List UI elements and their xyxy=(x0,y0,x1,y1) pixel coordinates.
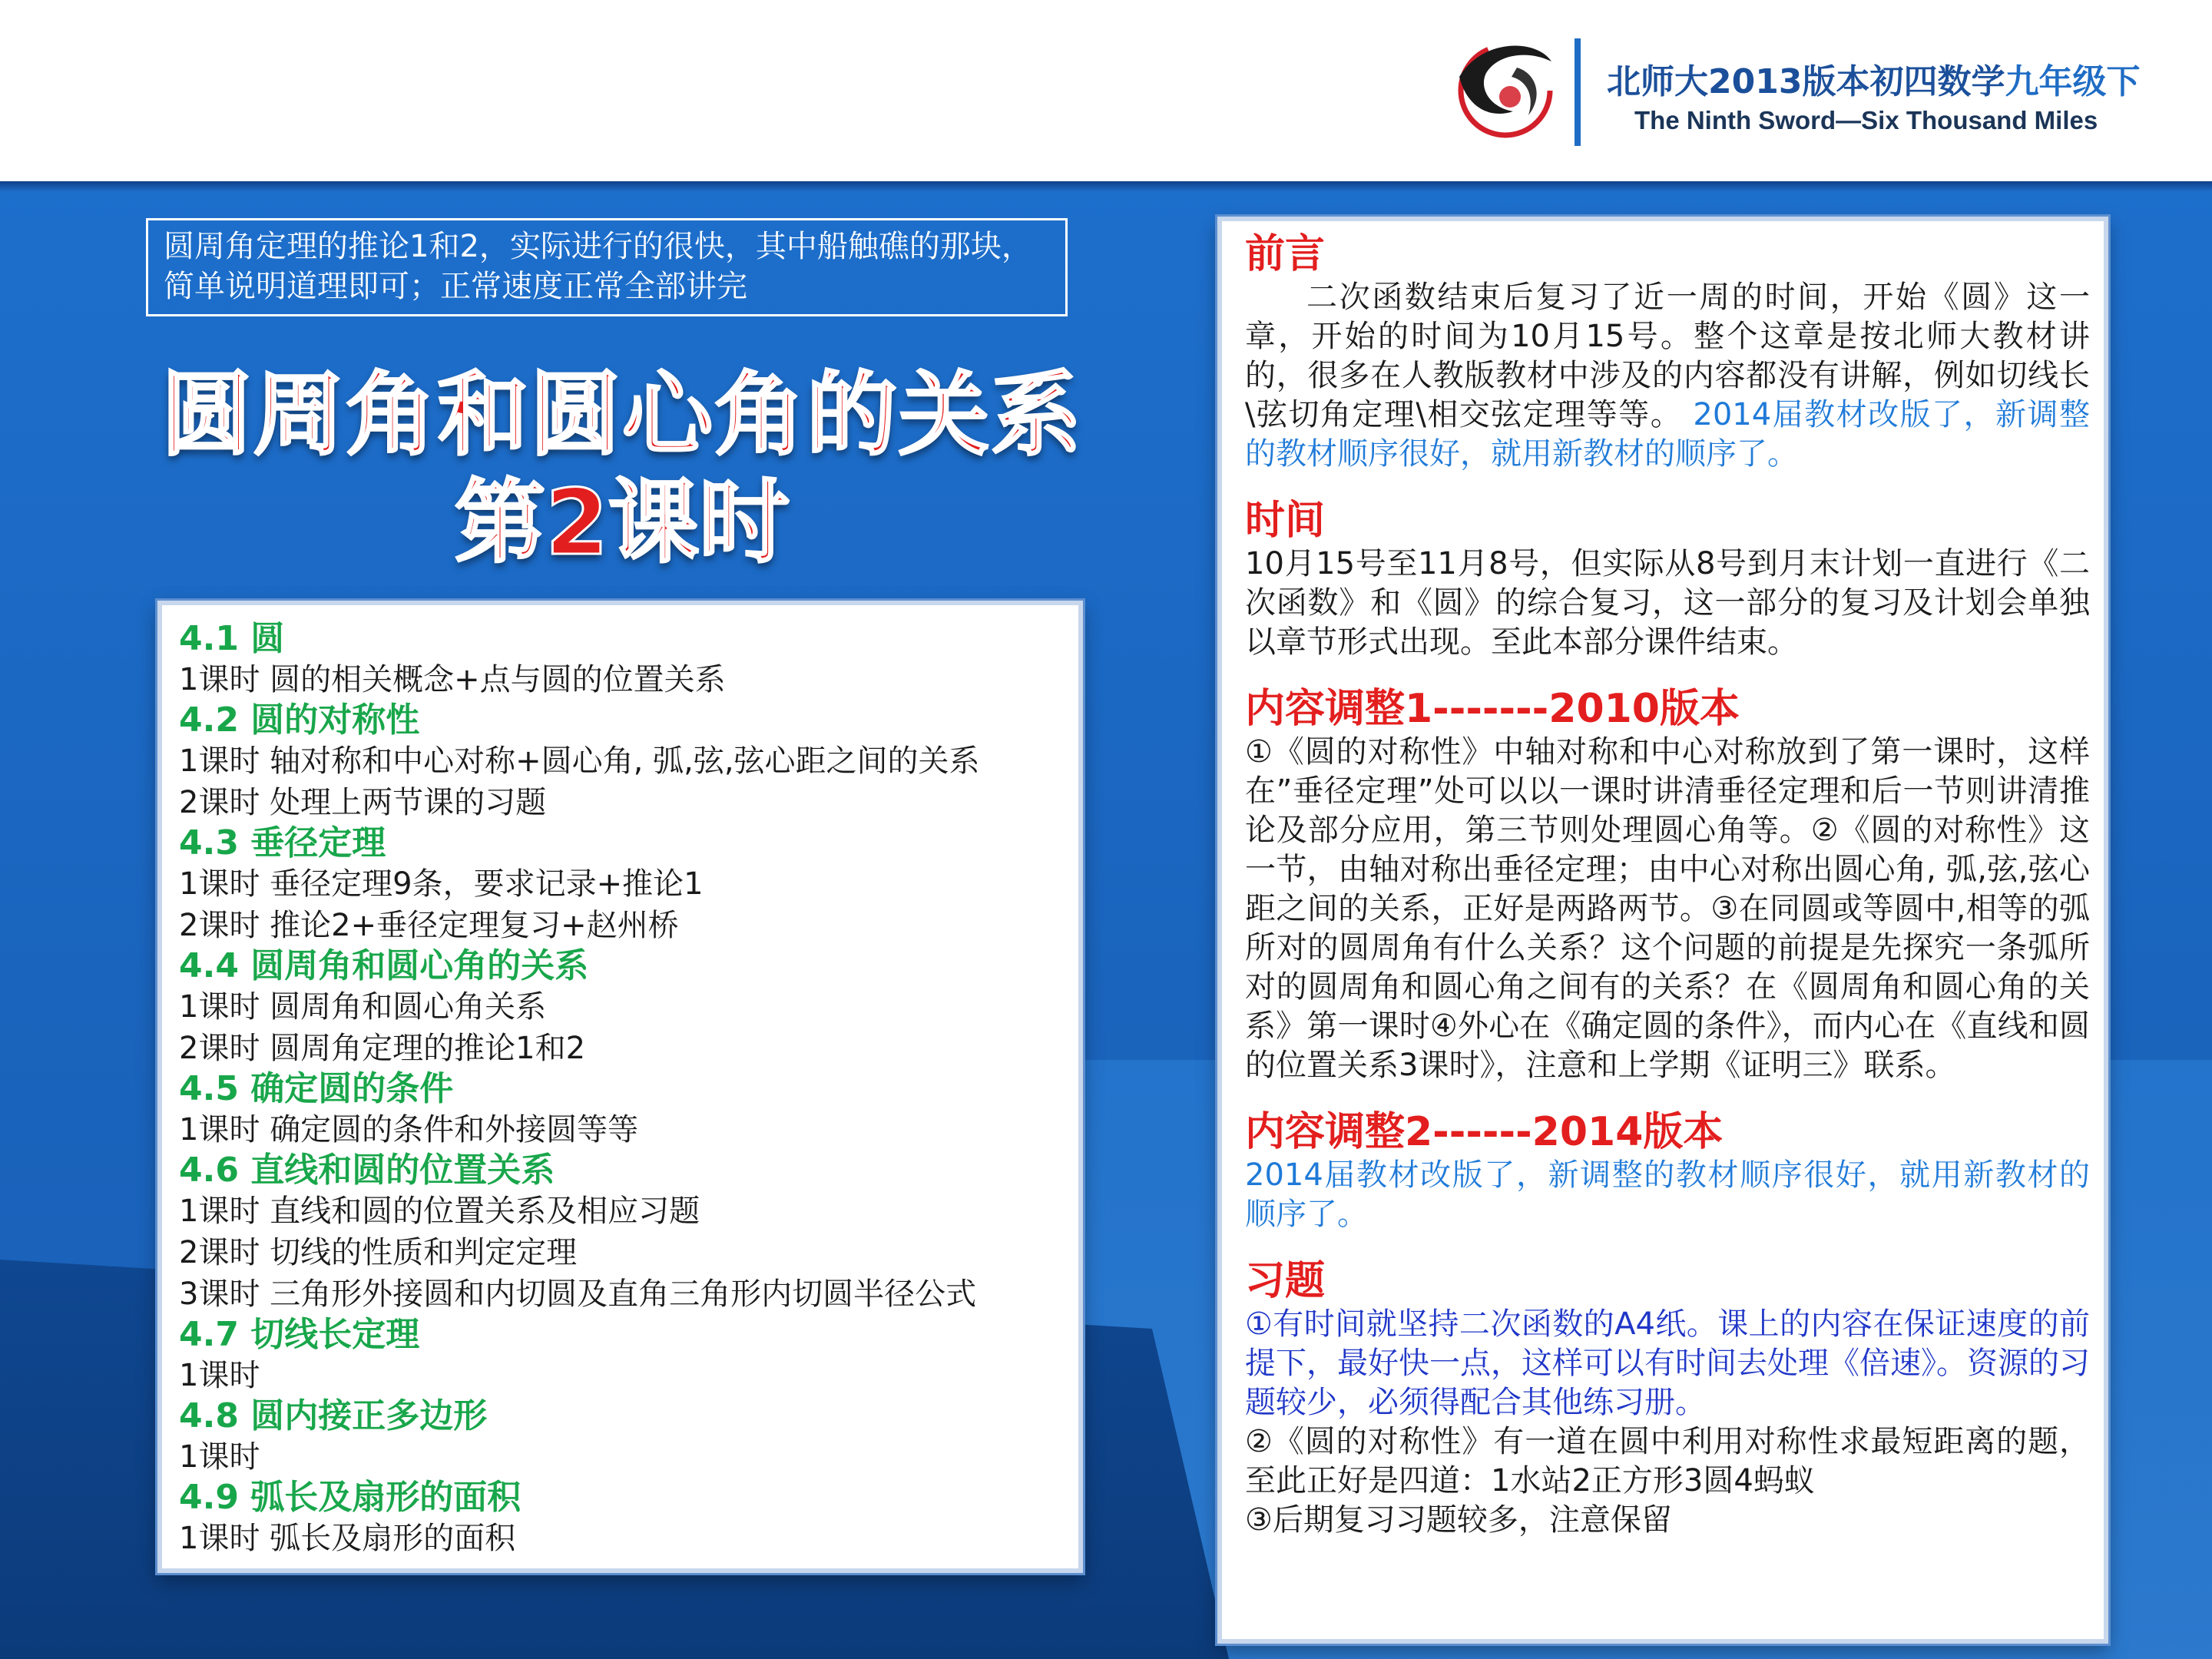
outline-section xyxy=(179,946,1078,1069)
exercises-text-1: ①有时间就坚持二次函数的A4纸。课上的内容在保证速度的前提下，最好快一点，这样可以有时间去处理《倍速》。资源的习题较少，必须得配合其他练习册。 xyxy=(1245,1306,2090,1420)
outline-line: 1课时 垂径定理9条，要求记录+推论1 xyxy=(179,866,704,902)
outline-section xyxy=(179,1478,1078,1559)
outline-section-title: 4.9 弧长及扇形的面积 xyxy=(179,1478,522,1517)
outline-line: 1课时 xyxy=(179,1439,260,1475)
header-title-main: 北师大2013版本初四数学 xyxy=(1607,62,2005,101)
outline-section xyxy=(179,1151,1078,1315)
outline-line: 1课时 轴对称和中心对称+圆心角, 弧,弦,弦心距之间的关系 xyxy=(179,743,980,779)
outline-section-title: 4.8 圆内接正多边形 xyxy=(179,1396,488,1435)
exercises-text-2: ②《圆的对称性》有一道在圆中利用对称性求最短距离的题，至此正好是四道：1水站2正方形3圆4蚂蚁 xyxy=(1245,1424,2090,1498)
outline-section-title: 4.4 圆周角和圆心角的关系 xyxy=(179,946,589,985)
preface-text xyxy=(1245,278,2090,474)
outline-section-title: 4.5 确定圆的条件 xyxy=(179,1069,454,1108)
outline-line: 1课时 圆的相关概念+点与圆的位置关系 xyxy=(179,662,726,697)
header-divider xyxy=(1575,38,1581,146)
preface-body: 二次函数结束后复习了近一周的时间，开始《圆》这一章，开始的时间为10月15号。整个这章是按北师大教材讲的，很多在人教版教材中涉及的内容都没有讲解，例如切线长\弦切角定理\相交弦定理等等。 xyxy=(1245,280,2090,432)
outline-section xyxy=(179,823,1078,946)
lesson-title-line-2: 第2课时 xyxy=(454,469,790,575)
exercises-heading: 习题 xyxy=(1245,1258,1326,1304)
adjustment-2-text: 2014届教材改版了，新调整的教材顺序很好，就用新教材的顺序了。 xyxy=(1245,1157,2090,1232)
adjustment-1-text: ①《圆的对称性》中轴对称和中心对称放到了第一课时，这样在”垂径定理”处可以以一课时讲清垂径定理和后一节则讲清推论及部分应用，第三节则处理圆心角等。②《圆的对称性》这一节，由轴对称出垂径定理；由中心对称出圆心角, 弧,弦,弦心距之间的关系，正好是两路两节。③在同圆或等圆中,相等的弧所对的圆周角有什么关系？这个问题的前提是先探究一条弧所对的圆周角和圆心角之间有的关系？在《圆周角和圆心角的关系》第一课时④外心在《确定圆的条件》，而内心在《直线和圆的位置关系3课时》，注意和上学期《证明三》联系。 xyxy=(1245,734,2090,1083)
header-title-grade: 九年级下 xyxy=(2005,62,2141,101)
outline-section-title: 4.2 圆的对称性 xyxy=(179,700,420,740)
exercises-text-3: ③后期复习习题较多，注意保留 xyxy=(1245,1502,1672,1538)
teaching-note xyxy=(146,218,1068,316)
outline-section-title: 4.3 垂径定理 xyxy=(179,823,386,863)
header-shadow xyxy=(0,181,2212,192)
outline-line: 2课时 推论2+垂径定理复习+赵州桥 xyxy=(179,908,679,943)
lesson-title xyxy=(154,361,1091,576)
teaching-note-line-1: 圆周角定理的推论1和2，实际进行的很快，其中船触礁的那块， xyxy=(164,229,1032,264)
lesson-notes-panel xyxy=(1217,217,2108,1644)
outline-line: 1课时 弧长及扇形的面积 xyxy=(179,1521,516,1556)
outline-line: 1课时 确定圆的条件和外接圆等等 xyxy=(179,1112,639,1147)
preface-highlight: 2014届教材改版了，新调整的教材顺序很好，就用新教材的顺序了。 xyxy=(1245,397,2091,472)
outline-section xyxy=(179,700,1078,823)
header-subtitle: The Ninth Sword—Six Thousand Miles xyxy=(1634,106,2098,134)
outline-line: 3课时 三角形外接圆和内切圆及直角三角形内切圆半径公式 xyxy=(179,1277,977,1312)
swirl-logo-icon xyxy=(1444,31,1559,146)
time-text: 10月15号至11月8号，但实际从8号到月末计划一直进行《二次函数》和《圆》的综合复习，这一部分的复习及计划会单独以章节形式出现。至此本部分课件结束。 xyxy=(1245,546,2090,660)
outline-line: 1课时 圆周角和圆心角关系 xyxy=(179,989,547,1025)
outline-line: 1课时 直线和圆的位置关系及相应习题 xyxy=(179,1194,700,1229)
preface-heading: 前言 xyxy=(1245,231,1326,277)
outline-section-title: 4.7 切线长定理 xyxy=(179,1315,420,1354)
outline-section xyxy=(179,1069,1078,1151)
outline-section xyxy=(179,1396,1078,1478)
adjustment-2-heading: 内容调整2------2014版本 xyxy=(1245,1109,1724,1155)
outline-section xyxy=(179,619,1078,700)
teaching-note-line-2: 简单说明道理即可；正常速度正常全部讲完 xyxy=(164,269,747,304)
outline-line: 2课时 处理上两节课的习题 xyxy=(179,785,547,820)
chapter-outline-panel xyxy=(157,601,1083,1573)
outline-line: 2课时 圆周角定理的推论1和2 xyxy=(179,1031,586,1066)
outline-section-title: 4.6 直线和圆的位置关系 xyxy=(179,1151,555,1190)
adjustment-1-heading: 内容调整1-------2010版本 xyxy=(1245,686,1740,732)
header-title xyxy=(1607,54,2140,103)
outline-line: 2课时 切线的性质和判定定理 xyxy=(179,1235,578,1270)
time-heading: 时间 xyxy=(1245,498,1326,544)
outline-section-title: 4.1 圆 xyxy=(179,619,285,658)
lesson-title-line-1: 圆周角和圆心角的关系 xyxy=(161,362,1083,468)
outline-section xyxy=(179,1315,1078,1396)
outline-line: 1课时 xyxy=(179,1358,260,1393)
